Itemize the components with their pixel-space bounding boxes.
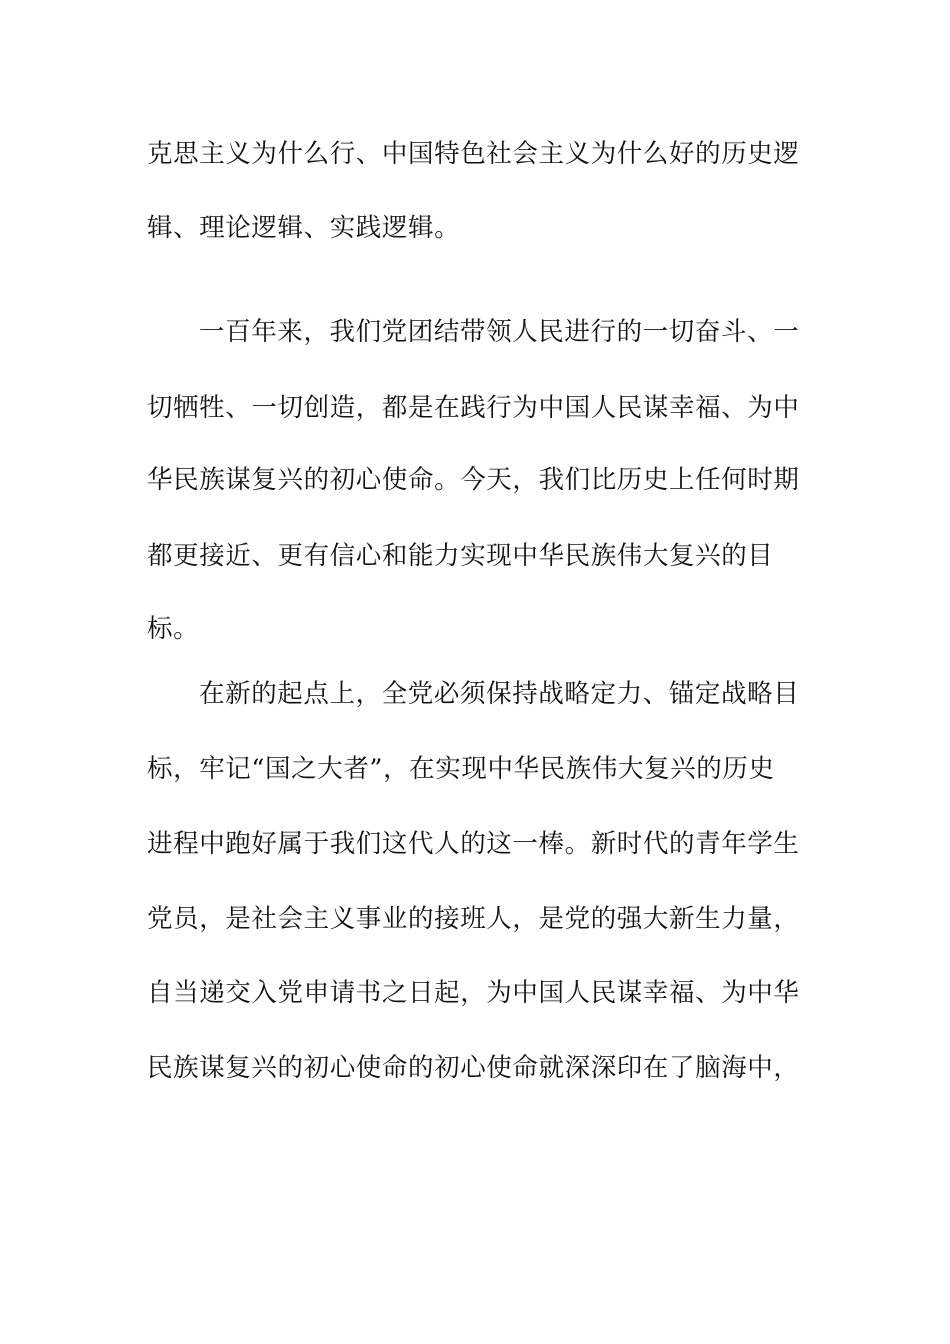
paragraph-line: 标，牢记“国之大者”，在实现中华民族伟大复兴的历史 [147, 754, 775, 784]
paragraph-line: 民族谋复兴的初心使命的初心使命就深深印在了脑海中， [147, 1053, 800, 1083]
paragraph-line: 党员，是社会主义事业的接班人，是党的强大新生力量， [147, 904, 800, 934]
paragraph-line: 克思主义为什么行、中国特色社会主义为什么好的历史逻 [147, 139, 800, 169]
paragraph-line: 自当递交入党申请书之日起，为中国人民谋幸福、为中华 [147, 978, 800, 1008]
paragraph-line: 一百年来，我们党团结带领人民进行的一切奋斗、一 [199, 317, 800, 347]
paragraph-line: 在新的起点上，全党必须保持战略定力、锚定战略目 [199, 679, 800, 709]
paragraph-line: 标。 [147, 614, 200, 644]
paragraph-line: 辑、理论逻辑、实践逻辑。 [147, 213, 461, 243]
paragraph-line: 都更接近、更有信心和能力实现中华民族伟大复兴的目 [147, 541, 774, 571]
paragraph-line: 华民族谋复兴的初心使命。今天，我们比历史上任何时期 [147, 465, 800, 495]
paragraph-line: 进程中跑好属于我们这代人的这一棒。新时代的青年学生 [147, 829, 800, 859]
paragraph-line: 切牺牲、一切创造，都是在践行为中国人民谋幸福、为中 [147, 393, 800, 423]
